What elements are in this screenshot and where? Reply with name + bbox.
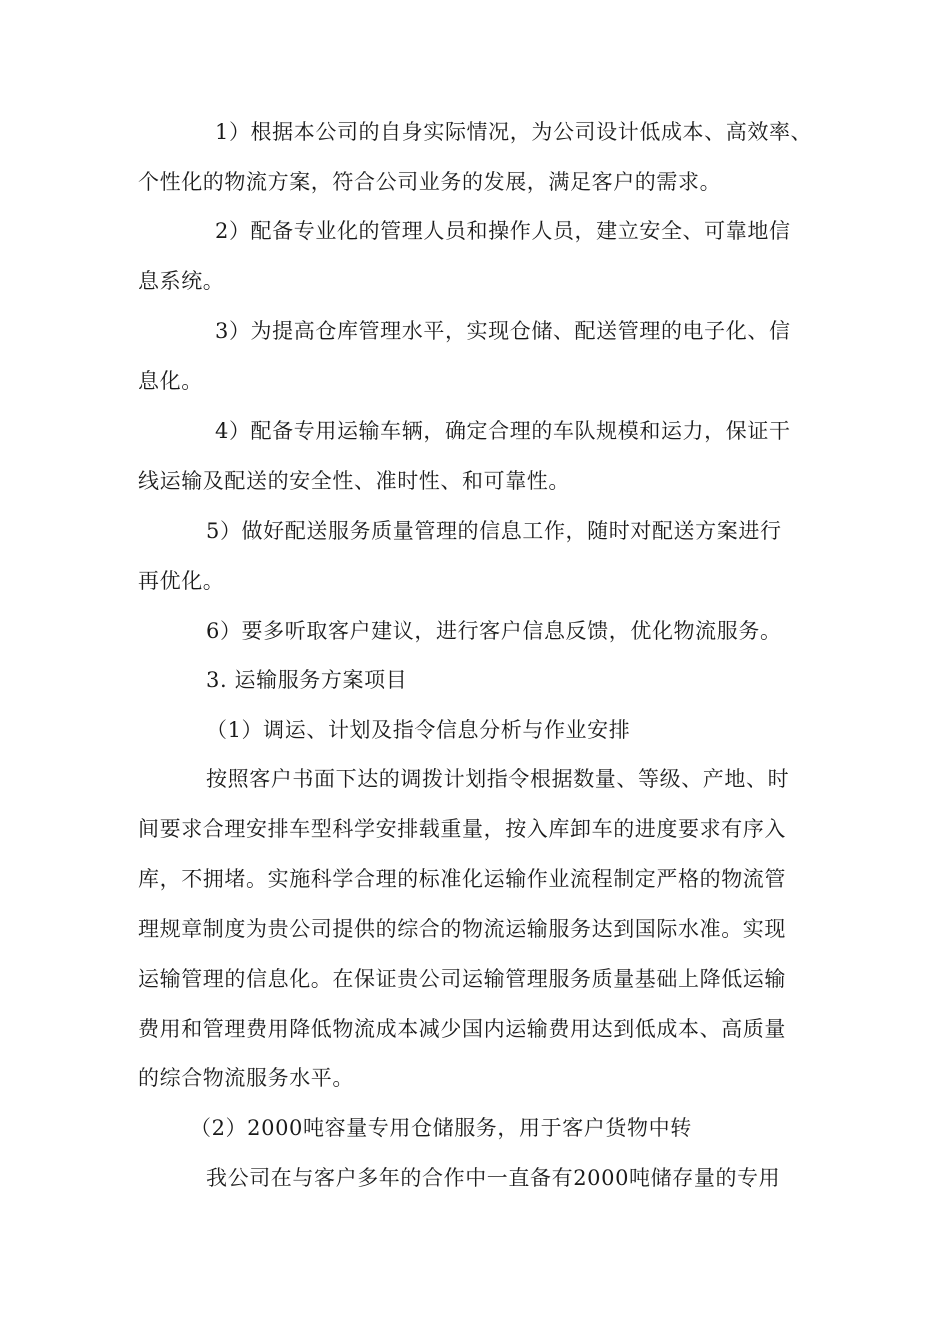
text-line: 运输管理的信息化。在保证贵公司运输管理服务质量基础上降低运输 bbox=[138, 967, 786, 991]
subsection-heading: （1）调运、计划及指令信息分析与作业安排 bbox=[206, 718, 631, 742]
text-line: 间要求合理安排车型科学安排载重量，按入库卸车的进度要求有序入 bbox=[138, 817, 786, 841]
text-line: 息化。 bbox=[138, 369, 203, 393]
text-line: 的综合物流服务水平。 bbox=[138, 1066, 354, 1090]
subsection-heading: （2）2000吨容量专用仓储服务，用于客户货物中转 bbox=[190, 1116, 692, 1140]
text-line: 4）配备专用运输车辆，确定合理的车队规模和运力，保证干 bbox=[215, 419, 791, 443]
text-line: 息系统。 bbox=[138, 269, 225, 293]
text-line: 再优化。 bbox=[138, 569, 225, 593]
text-line: 1）根据本公司的自身实际情况，为公司设计低成本、高效率、 bbox=[215, 120, 813, 144]
text-line: 线运输及配送的安全性、准时性、和可靠性。 bbox=[138, 469, 570, 493]
text-line: 5）做好配送服务质量管理的信息工作，随时对配送方案进行 bbox=[206, 519, 782, 543]
text-line: 按照客户书面下达的调拨计划指令根据数量、等级、产地、时 bbox=[206, 767, 790, 791]
text-line: 6）要多听取客户建议，进行客户信息反馈，优化物流服务。 bbox=[206, 619, 782, 643]
text-line: 个性化的物流方案，符合公司业务的发展，满足客户的需求。 bbox=[138, 170, 722, 194]
text-line: 库，不拥堵。实施科学合理的标准化运输作业流程制定严格的物流管 bbox=[138, 867, 786, 891]
text-line: 2）配备专业化的管理人员和操作人员，建立安全、可靠地信 bbox=[215, 219, 791, 243]
text-line: 理规章制度为贵公司提供的综合的物流运输服务达到国际水准。实现 bbox=[138, 917, 786, 941]
text-line: 我公司在与客户多年的合作中一直备有2000吨储存量的专用 bbox=[206, 1166, 781, 1190]
text-line: 费用和管理费用降低物流成本减少国内运输费用达到低成本、高质量 bbox=[138, 1017, 786, 1041]
text-line: 3）为提高仓库管理水平，实现仓储、配送管理的电子化、信 bbox=[215, 319, 791, 343]
section-heading: 3. 运输服务方案项目 bbox=[206, 668, 408, 692]
